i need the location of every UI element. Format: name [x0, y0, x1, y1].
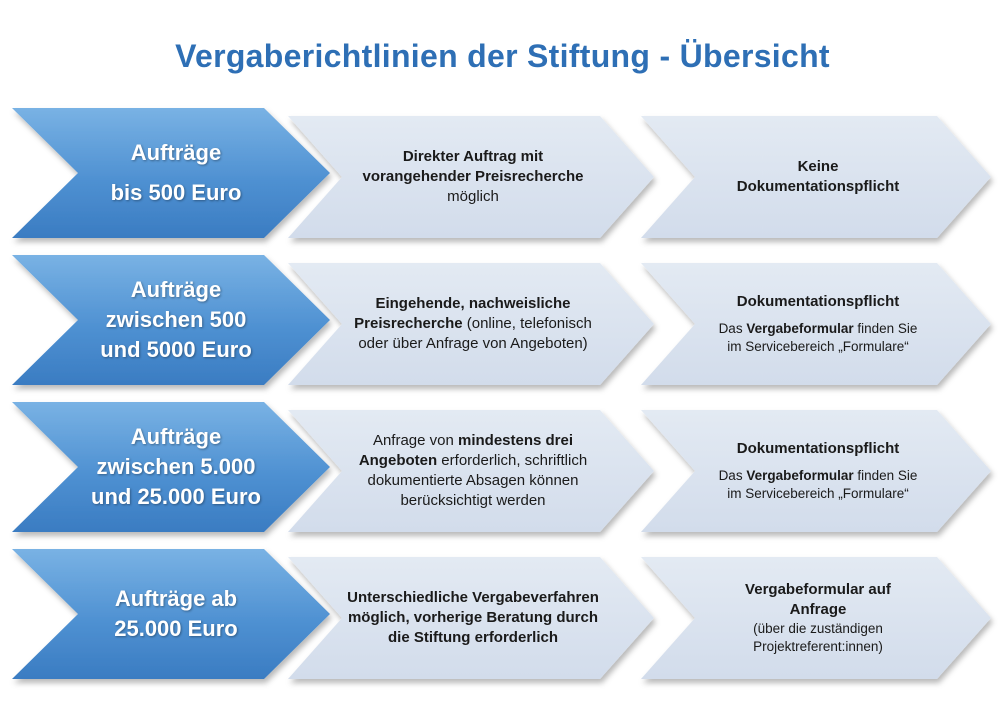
procedure-line-1 — [373, 431, 573, 451]
documentation-heading: Dokumentationspflicht — [736, 440, 900, 457]
category-chevron — [12, 255, 330, 385]
procedure-line-2: möglich, vorherige Beratung durch — [347, 609, 599, 626]
category-line-1: Aufträge ab — [114, 586, 238, 611]
category-line-3: und 5000 Euro — [100, 337, 252, 362]
procedure-chevron — [288, 263, 654, 385]
category-line-3: und 25.000 Euro — [91, 484, 261, 509]
row-2 — [0, 255, 1005, 395]
page-title: Vergaberichtlinien der Stiftung - Übersicht — [175, 38, 830, 74]
documentation-note-1: (über die zuständigen — [753, 621, 883, 636]
documentation-line-2: im Servicebereich „Formulare“ — [727, 486, 909, 501]
documentation-line-2: Dokumentationspflicht — [736, 178, 900, 195]
documentation-line-1 — [719, 320, 918, 338]
procedure-chevron — [288, 557, 654, 679]
procedure-bold-term: Angeboten — [358, 452, 438, 469]
documentation-bold-term: Vergabeformular — [746, 321, 854, 336]
documentation-chevron — [641, 410, 991, 532]
procedure-line-3: oder über Anfrage von Angeboten) — [358, 335, 588, 352]
category-line-1: Aufträge — [130, 140, 222, 165]
documentation-chevron — [641, 557, 991, 679]
documentation-bold-term: Vergabeformular — [746, 468, 854, 483]
procedure-bold-term: mindestens drei — [458, 432, 574, 449]
documentation-line-1 — [719, 467, 918, 485]
procedure-line-1: Eingehende, nachweisliche — [375, 295, 571, 312]
procedure-text: Anfrage von — [372, 432, 458, 449]
procedure-line-1: Direkter Auftrag mit — [402, 148, 544, 165]
procedure-line-1: Unterschiedliche Vergabeverfahren — [347, 589, 599, 606]
category-line-2: zwischen 5.000 — [96, 454, 256, 479]
row-4 — [0, 549, 1005, 689]
procedure-detail: (online, telefonisch — [462, 315, 592, 332]
category-chevron — [12, 549, 330, 679]
documentation-text: Das — [718, 321, 747, 336]
procedure-text: erforderlich, schriftlich — [437, 452, 588, 469]
category-chevron — [12, 108, 330, 238]
category-line-2: bis 500 Euro — [110, 180, 242, 205]
procedure-chevron — [288, 410, 654, 532]
procedure-line-2 — [354, 314, 592, 334]
procedure-line-3: möglich — [447, 188, 499, 205]
documentation-line-2: im Servicebereich „Formulare“ — [727, 339, 909, 354]
documentation-line-1: Keine — [797, 158, 839, 175]
procedure-line-3: dokumentierte Absagen können — [367, 472, 579, 489]
category-chevron — [12, 402, 330, 532]
procedure-line-2 — [359, 451, 587, 471]
category-line-2: zwischen 500 — [105, 307, 247, 332]
documentation-chevron — [641, 116, 991, 238]
documentation-line-1: Vergabeformular auf — [745, 581, 891, 598]
documentation-chevron — [641, 263, 991, 385]
category-line-1: Aufträge — [130, 277, 222, 302]
procedure-line-4: berücksichtigt werden — [400, 492, 546, 509]
documentation-text: finden Sie — [853, 468, 918, 483]
documentation-text: Das — [718, 468, 747, 483]
documentation-heading: Dokumentationspflicht — [736, 293, 900, 310]
documentation-note-2: Projektreferent:innen) — [753, 639, 883, 654]
documentation-text: finden Sie — [853, 321, 918, 336]
category-line-2: 25.000 Euro — [114, 616, 238, 641]
category-line-1: Aufträge — [130, 424, 222, 449]
procedure-bold-term: Preisrecherche — [354, 315, 463, 332]
procedure-chevron — [288, 116, 654, 238]
procedure-line-3: die Stiftung erforderlich — [387, 629, 558, 646]
row-3 — [0, 402, 1005, 542]
row-1 — [0, 108, 1005, 248]
documentation-line-2: Anfrage — [789, 601, 847, 618]
procedure-line-2: vorangehender Preisrecherche — [362, 168, 584, 185]
